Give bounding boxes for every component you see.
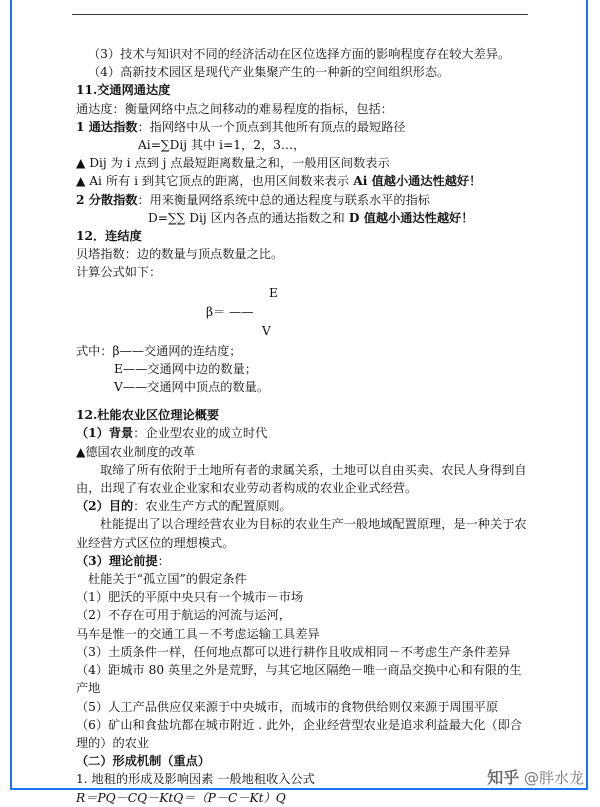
paragraph: 取缔了所有依附于土地所有者的隶属关系，土地可以自由买卖、农民人身得到自由，出现了有农业企业家和农业劳动者构成的农业企业式经营。 [76, 462, 527, 496]
term-label: 2 分散指数 [76, 192, 138, 207]
section-heading: 11.交通网通达度 [76, 83, 171, 98]
text-line: V——交通网中顶点的数量。 [114, 380, 270, 395]
document-page [76, 45, 531, 807]
text-line: （1）肥沃的平原中央只有一个城市－市场 [76, 590, 304, 605]
paragraph: （4）距城市 80 英里之外是荒野，与其它地区隔绝－唯一商品交换中心和有限的生产地 [76, 663, 522, 696]
term-definition: ：指网络中从一个顶点到其他所有顶点的最短路径 [137, 119, 406, 134]
text-line [76, 552, 531, 570]
section-heading: 12．连结度 [76, 229, 142, 244]
header-rule [72, 14, 528, 15]
section-heading: （二）形成机制（重点） [76, 754, 211, 769]
text-line: （4）高新技术园区是现代产业集聚产生的一种新的空间组织形态。 [88, 65, 450, 80]
section-heading: 12.杜能农业区位理论概要 [76, 408, 220, 423]
text-line: E——交通网中边的数量； [114, 361, 257, 376]
text-line [76, 424, 531, 442]
paragraph: （6）矿山和食盐坑都在城市附近 . 此外，企业经营型农业是追求利益最大化（即合理的）的农业 [76, 717, 522, 750]
watermark [487, 765, 584, 788]
formula-line [76, 209, 531, 227]
formula-lhs: β＝ —— [206, 304, 254, 319]
text-line [76, 118, 531, 136]
beta-formula [76, 282, 531, 342]
term-label: （2）目的 [76, 499, 134, 514]
text-line: （2）不存在可用于航运的河流与运河， [76, 608, 291, 623]
text-line: 通达度：衡量网络中点之间移动的难易程度的指标，包括： [76, 101, 393, 116]
term-definition: ： [157, 553, 170, 568]
text-line: 杜能关于“孤立国”的假定条件 [88, 572, 247, 587]
term-definition: ：农业生产方式的配置原则。 [133, 499, 292, 514]
formula-text: D=∑∑ Dij 区内各点的通达指数之和 [148, 210, 345, 225]
text-line: 马车是惟一的交通工具－不考虑运输工具差异 [76, 626, 320, 641]
text-line: 式中：β——交通网的连结度； [76, 343, 242, 358]
watermark-author: @胖水龙 [523, 769, 584, 787]
term-definition: ：用来衡量网络系统中总的通达程度与联系水平的指标 [137, 192, 430, 207]
text-line [76, 191, 531, 209]
spacer [76, 396, 531, 406]
formula-numerator: E [269, 285, 278, 300]
paragraph: 杜能提出了以合理经营农业为目标的农业生产一般地域配置原理，是一种关于农业经营方式区位的理想模式。 [76, 517, 527, 550]
bullet-line [76, 172, 531, 190]
text-line: （3）技术与知识对不同的经济活动在区位选择方面的影响程度存在较大差异。 [88, 47, 511, 61]
emphasis-text: Ai 值越小通达性越好！ [349, 174, 482, 189]
paragraph: （3）土质条件一样，任何地点都可以进行耕作且收成相同－不考虑生产条件差异 [76, 644, 511, 659]
term-label: （3）理论前提 [76, 553, 158, 568]
bullet-line: ▲德国农业制度的改革 [76, 444, 196, 459]
formula-line: R＝PQ－CQ－KtQ＝（P－C－Kt）Q [76, 790, 286, 805]
term-label: （1）背景 [76, 426, 134, 441]
text-line: 1. 地租的形成及影响因素 一般地租收入公式 [76, 772, 315, 787]
text-line: （5）人工产品供应仅来源于中央城市，而城市的食物供给则仅来源于周围平原 [76, 699, 499, 714]
bullet-line: ▲ Dij 为 i 点到 j 点最短距离数量之和，一般用区间数表示 [76, 156, 390, 171]
text-line: 计算公式如下： [76, 265, 162, 280]
text-line [76, 497, 531, 515]
formula-line: Ai=∑Dij 其中 i=1，2，3…， [138, 138, 306, 153]
term-definition: ：企业型农业的成立时代 [133, 426, 268, 441]
formula-denominator: V [262, 323, 271, 338]
bullet-text: ▲ Ai 所有 i 到其它顶点的距离，也用区间数来表示 [76, 174, 350, 189]
term-label: 1 通达指数 [76, 119, 138, 134]
emphasis-text: D 值越小通达性越好！ [344, 210, 474, 225]
zhihu-logo: 知乎 [487, 768, 520, 787]
text-line: 贝塔指数：边的数量与顶点数量之比。 [76, 247, 284, 262]
